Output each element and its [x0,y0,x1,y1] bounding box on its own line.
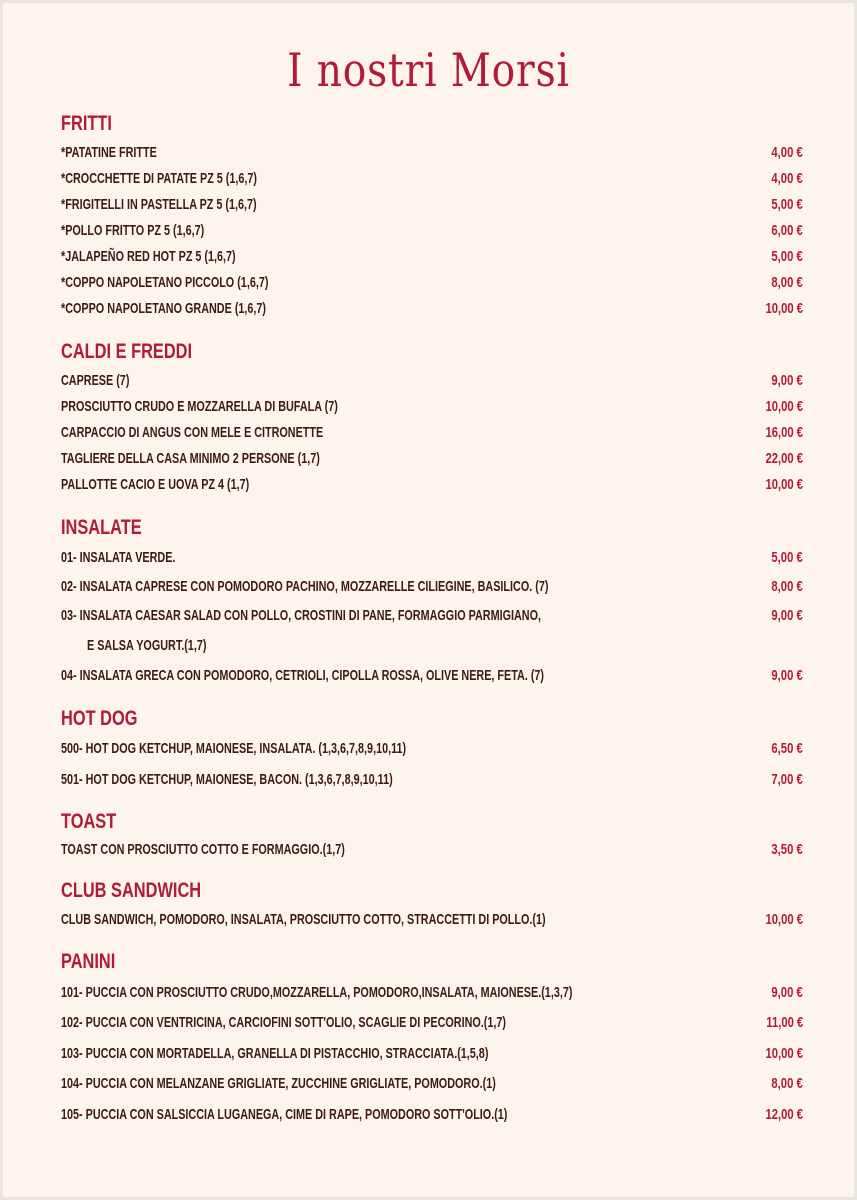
menu-item [61,449,803,469]
item-price: 9,00 € [771,607,803,624]
item-name: *FRIGITELLI IN PASTELLA PZ 5 (1,6,7) [61,196,257,213]
item-name: CARPACCIO DI ANGUS CON MELE E CITRONETTE [61,424,324,441]
item-price: 6,50 € [771,740,803,757]
item-name: CLUB SANDWICH, POMODORO, INSALATA, PROSCIUTTO COTTO, STRACCETTI DI POLLO.(1) [61,911,546,928]
item-name-continued: E SALSA YOGURT.(1,7) [87,637,207,654]
item-price: 5,00 € [771,248,803,265]
item-name: 01- INSALATA VERDE. [61,549,176,566]
section-heading-club-sandwich: CLUB SANDWICH [61,879,202,902]
item-price: 8,00 € [771,1075,803,1092]
menu-item [61,983,803,1003]
item-name: PROSCIUTTO CRUDO E MOZZARELLA DI BUFALA (7) [61,398,338,415]
menu-item [61,1013,803,1033]
item-name: 103- PUCCIA CON MORTADELLA, GRANELLA DI PISTACCHIO, STRACCIATA.(1,5,8) [61,1045,489,1062]
item-name: *COPPO NAPOLETANO PICCOLO (1,6,7) [61,274,269,291]
menu-item [61,606,803,654]
menu-item [61,397,803,417]
item-price: 10,00 € [765,476,803,493]
item-name: *PATATINE FRITTE [61,144,157,161]
item-price: 4,00 € [771,144,803,161]
section-heading-hot-dog: HOT DOG [61,707,138,730]
item-name: 101- PUCCIA CON PROSCIUTTO CRUDO,MOZZARELLA, POMODORO,INSALATA, MAIONESE.(1,3,7) [61,984,573,1001]
menu-item [61,840,803,860]
item-price: 5,00 € [771,196,803,213]
item-price: 9,00 € [771,372,803,389]
item-price: 10,00 € [765,1045,803,1062]
menu-item [61,548,803,568]
item-name: 102- PUCCIA CON VENTRICINA, CARCIOFINI SOTT'OLIO, SCAGLIE DI PECORINO.(1,7) [61,1014,507,1031]
item-name: 02- INSALATA CAPRESE CON POMODORO PACHINO, MOZZARELLE CILIEGINE, BASILICO. (7) [61,578,549,595]
item-price: 6,00 € [771,222,803,239]
item-name: 105- PUCCIA CON SALSICCIA LUGANEGA, CIME DI RAPE, POMODORO SOTT'OLIO.(1) [61,1106,508,1123]
item-price: 10,00 € [765,911,803,928]
menu-item [61,666,803,686]
menu-item [61,577,803,597]
menu-item [61,910,803,930]
section-heading-toast: TOAST [61,810,117,833]
item-price: 7,00 € [771,771,803,788]
menu-item [61,1074,803,1094]
menu-item [61,195,803,215]
item-price: 12,00 € [765,1106,803,1123]
section-heading-panini: PANINI [61,950,116,973]
item-price: 4,00 € [771,170,803,187]
item-name: 03- INSALATA CAESAR SALAD CON POLLO, CROSTINI DI PANE, FORMAGGIO PARMIGIANO, [61,607,542,624]
menu-item [61,423,803,443]
item-name: *JALAPEÑO RED HOT PZ 5 (1,6,7) [61,248,236,265]
item-price: 22,00 € [765,450,803,467]
item-price: 5,00 € [771,549,803,566]
item-name: TOAST CON PROSCIUTTO COTTO E FORMAGGIO.(1,7) [61,841,345,858]
menu-item [61,169,803,189]
item-name: *COPPO NAPOLETANO GRANDE (1,6,7) [61,300,267,317]
section-heading-fritti: FRITTI [61,112,112,135]
menu-item [61,739,803,759]
item-name: 501- HOT DOG KETCHUP, MAIONESE, BACON. (1,3,6,7,8,9,10,11) [61,771,393,788]
item-price: 10,00 € [765,398,803,415]
item-price: 9,00 € [771,984,803,1001]
item-name: CAPRESE (7) [61,372,130,389]
item-price: 8,00 € [771,578,803,595]
item-name: *POLLO FRITTO PZ 5 (1,6,7) [61,222,205,239]
item-price: 11,00 € [766,1014,803,1031]
item-name: TAGLIERE DELLA CASA MINIMO 2 PERSONE (1,7) [61,450,320,467]
item-price: 8,00 € [771,274,803,291]
item-price: 16,00 € [765,424,803,441]
menu-item [61,221,803,241]
item-name: *CROCCHETTE DI PATATE PZ 5 (1,6,7) [61,170,258,187]
section-heading-caldi-e-freddi: CALDI E FREDDI [61,340,193,363]
menu-item [61,1105,803,1125]
item-name: 104- PUCCIA CON MELANZANE GRIGLIATE, ZUCCHINE GRIGLIATE, POMODORO.(1) [61,1075,496,1092]
item-price: 9,00 € [771,667,803,684]
menu-item [61,475,803,495]
section-heading-insalate: INSALATE [61,516,142,539]
menu-item [61,299,803,319]
menu-item [61,247,803,267]
page-title: I nostri Morsi [287,43,570,97]
menu-item [61,1044,803,1064]
menu-item [61,770,803,790]
item-price: 3,50 € [771,841,803,858]
menu-page [3,3,854,1197]
item-name: 04- INSALATA GRECA CON POMODORO, CETRIOLI, CIPOLLA ROSSA, OLIVE NERE, FETA. (7) [61,667,545,684]
menu-item [61,143,803,163]
item-name: 500- HOT DOG KETCHUP, MAIONESE, INSALATA. (1,3,6,7,8,9,10,11) [61,740,407,757]
menu-item [61,371,803,391]
item-name: PALLOTTE CACIO E UOVA PZ 4 (1,7) [61,476,250,493]
item-price: 10,00 € [765,300,803,317]
menu-item [61,273,803,293]
